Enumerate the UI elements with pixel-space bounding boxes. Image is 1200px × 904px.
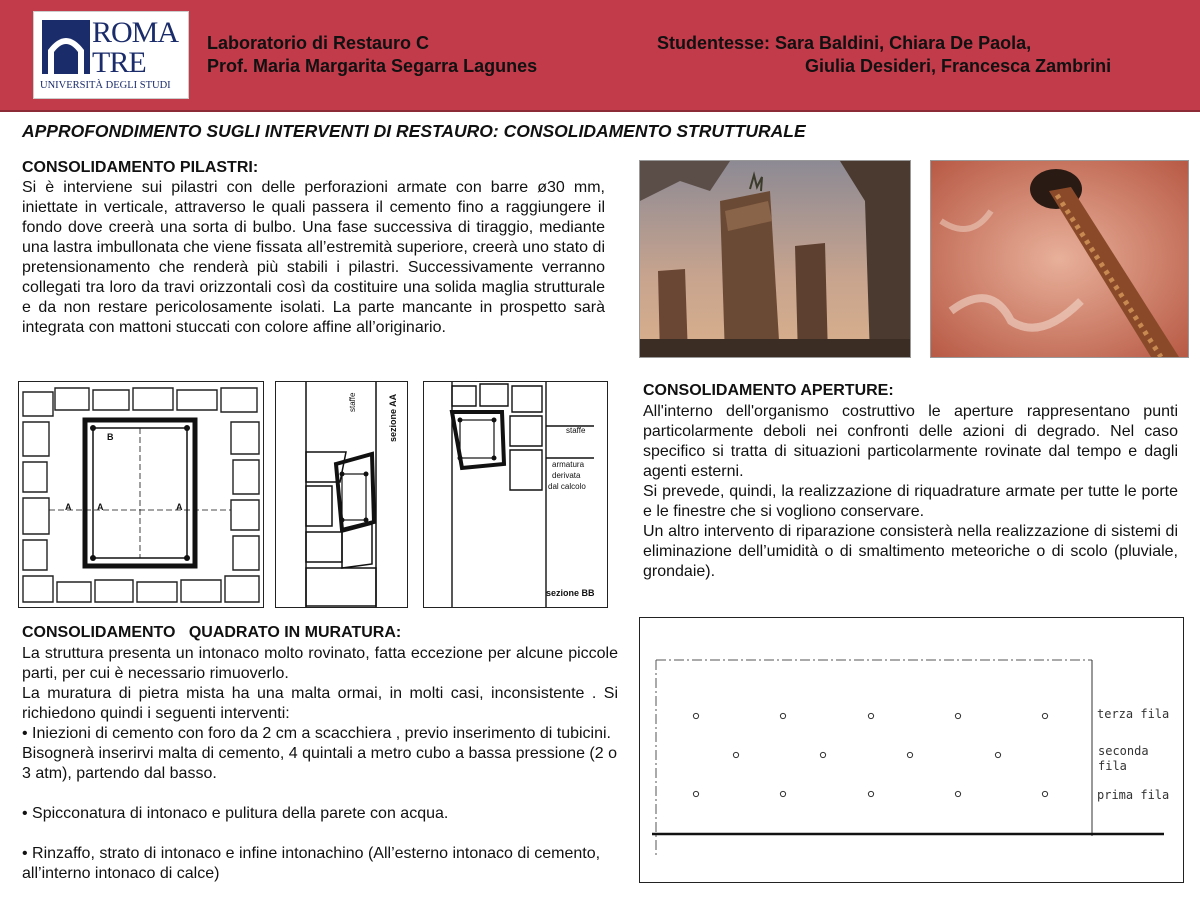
section-aa-drawing [275,381,408,608]
plan-label-a-left: A [65,502,72,512]
row-label-seconda: seconda [1098,744,1149,758]
list-item: • Rinzaffo, strato di intonaco e infine intonachino (All’esterno intonaco di cemento, all’interno intonaco di calce) [22,845,601,882]
row-label-terza: terza fila [1097,707,1170,721]
muratura-paragraph-2: La muratura di pietra mista ha una malta ormai, in molti casi, inconsistente . Si richiedono quindi i seguenti interventi: [22,685,618,722]
page-title: APPROFONDIMENTO SUGLI INTERVENTI DI RESTAURO: CONSOLIDAMENTO STRUTTURALE [22,121,806,141]
logo-university-text: UNIVERSITÀ DEGLI STUDI [40,80,171,91]
list-item: • Spicconatura di intonaco e pulitura della parete con acqua. [22,805,449,822]
aperture-heading: CONSOLIDAMENTO APERTURE: [643,382,894,399]
section-bb-drawing [423,381,608,608]
pilastri-paragraph: Si è interviene sui pilastri con delle perforazioni armate con barre ø30 mm, iniettate in verticale, attraverso le quali passera il cemento fino a raggiungere il fondo dove creerà una sorta di bulbo. Una fase successiva di tiraggio, mediante una lastra imbullonata che viene fissata all’estremità superiore, creerà uno stato di pretensionamento che renderà più stabili i pilastri. Successivamente verranno collegati tra loro da travi orizzontali così da costituire una solida maglia strutturale e da non restare pericolosamente isolati. La parte mancante in prospetto sarà integrata con mattoni stuccati con colore affine all’originario. [22,179,605,336]
logo-roma-text: ROMA [92,16,179,49]
muratura-interventions-list [22,724,618,904]
muratura-text [22,644,618,724]
row-label-prima: prima fila [1097,788,1170,802]
bb-label-derivata: derivata [552,471,581,480]
plan-label-a-inner: A [97,502,104,512]
aa-label-staffe: staffe [348,392,357,412]
bb-label-calcolo: dal calcolo [548,482,586,491]
list-item: • Iniezioni di cemento con foro da 2 cm a scacchiera , previo inserimento di tubicini. Bisognerà inserirvi malta di cemento, 4 quintali a metro cubo a bassa pressione (2 o 3 atm), partendo dal basso. [22,725,617,782]
students-line-2: Giulia Desideri, Francesca Zambrini [805,56,1112,76]
university-logo [33,11,189,99]
aperture-paragraph-1: All'interno dell'organismo costruttivo le aperture rappresentano punti particolarmente deboli nei confronti delle azioni di degrado. Nel caso specifico si tratta di situazioni particolarmente rovinate dal tempo e dagli agenti esterni. [643,403,1178,480]
injection-pattern-diagram [639,617,1184,883]
header-band [0,0,1200,112]
bb-label-section: sezione BB [546,588,595,598]
bb-label-staffe: staffe [566,426,586,435]
row-label-seconda-fila: fila [1098,759,1127,773]
pilastri-heading: CONSOLIDAMENTO PILASTRI: [22,159,259,176]
pilastri-text [22,178,605,338]
logo-tre-text: TRE [92,46,146,79]
plan-label-a-right: A [176,502,183,512]
students-line-1: Studentesse: Sara Baldini, Chiara De Paola, [657,33,1032,53]
professor-name: Prof. Maria Margarita Segarra Lagunes [207,56,538,76]
pillar-plan-drawing [18,381,264,608]
bb-label-armatura: armatura [552,460,585,469]
aperture-paragraph-3: Un altro intervento di riparazione consisterà nella realizzazione di sistemi di eliminazione dell’umidità o di smaltimento meteoriche o di scolo (pluviale, grondaie). [643,523,1178,580]
ruined-pillars-photo [639,160,911,358]
plan-label-b: B [107,432,114,442]
aperture-paragraph-2: Si prevede, quindi, la realizzazione di riquadrature armate per tutte le porte e le finestre che si vogliono conservare. [643,483,1178,520]
arch-emblem-icon [42,20,90,74]
muratura-paragraph-1: La struttura presenta un intonaco molto rovinato, fatta eccezione per alcune piccole parti, per cui è necessario rimuoverlo. [22,645,618,682]
course-title: Laboratorio di Restauro C [207,33,430,53]
aa-label-section: sezione AA [388,393,398,442]
aperture-text [643,402,1178,582]
muratura-heading: CONSOLIDAMENTO QUADRATO IN MURATURA: [22,624,402,641]
drilled-bar-photo [930,160,1189,358]
